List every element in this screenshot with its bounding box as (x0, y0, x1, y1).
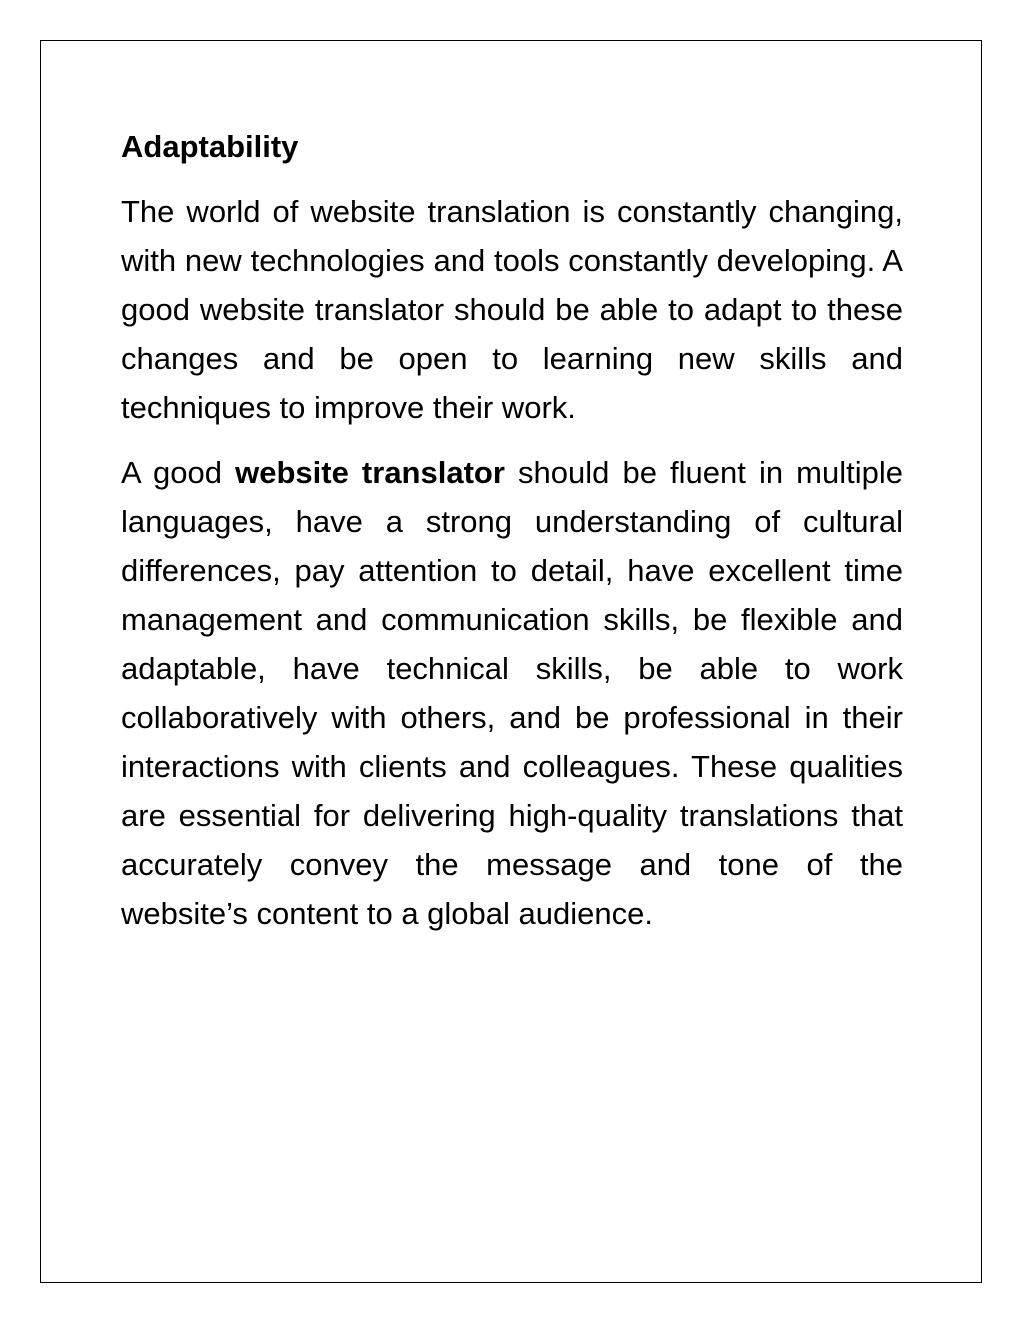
paragraph-qualities (121, 448, 903, 938)
paragraph-lead: A good (121, 455, 236, 490)
section-heading: Adaptability (121, 129, 299, 164)
document-body (121, 122, 903, 954)
paragraph-rest: should be fluent in multiple languages, have a strong understanding of cultural differences, pay attention to detail, have excellent time management and communication skills, be flexible and adaptable, have technical skills, be able to work collaboratively with others, and be professional in their interactions with clients and colleagues. These qualities are essential for delivering high-quality translations that accurately convey the message and tone of the website’s content to a global audience. (121, 455, 904, 931)
paragraph-adaptability: The world of website translation is constantly changing, with new technologies and tools constantly developing. A good website translator should be able to adapt to these changes and be open to learning new skills and techniques to improve their work. (121, 194, 903, 425)
emphasis-website-translator: website translator (235, 455, 505, 490)
